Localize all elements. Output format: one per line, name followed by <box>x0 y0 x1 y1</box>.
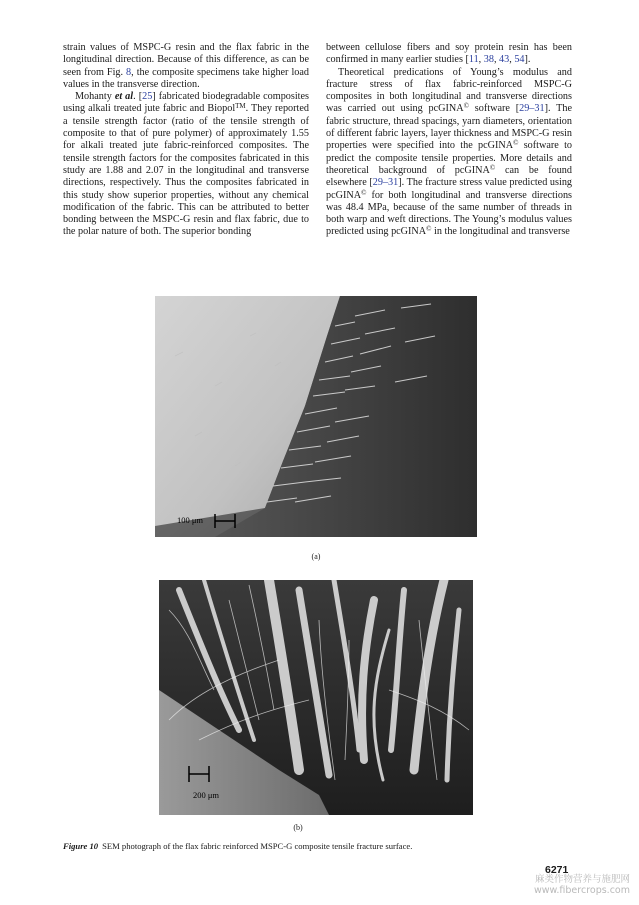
subfigure-label-a: (a) <box>311 552 321 561</box>
citation-link[interactable]: 54 <box>514 54 525 66</box>
right-paragraph-1: between cellulose fibers and soy protein resin has been confirmed in many earlier studies [11, 38, 43, 54]. <box>326 42 572 66</box>
citation-link[interactable]: 29–31 <box>519 103 545 115</box>
left-text-column <box>63 42 309 239</box>
page-number: 6271 <box>545 864 569 876</box>
right-text-column <box>326 42 572 239</box>
sem-image-a <box>155 296 477 537</box>
figure-caption: Figure 10 SEM photograph of the flax fabric reinforced MSPC-G composite tensile fracture surface. <box>63 841 413 851</box>
scale-label-a: 100 μm <box>177 515 204 525</box>
citation-link[interactable]: 11 <box>468 54 479 66</box>
scale-label-b: 200 μm <box>193 790 220 800</box>
sem-micrograph-a <box>155 296 477 537</box>
citation-link[interactable]: 25 <box>142 91 153 103</box>
citation-link[interactable]: 43 <box>499 54 510 66</box>
figure-link[interactable]: 8 <box>126 66 132 78</box>
watermark: 麻类作物营养与施肥网 www.fibercrops.com <box>533 874 630 896</box>
sem-image-b <box>159 580 473 815</box>
citation-link[interactable]: 38 <box>483 54 494 66</box>
sem-micrograph-b <box>159 580 473 815</box>
left-paragraph-2: Mohanty et al. [25] fabricated biodegradable composites using alkali treated jute fabric and Biopol™. They reported a tensile strength factor (ratio of the tensile strength of composite to that of pure polymer) of approximately 1.55 for alkali treated jute fabric-reinforced composites. The tensile strength factors for the composites fabricated in this study are 1.88 and 2.07 in the longitudinal and transverse directions, respectively. Thus the composites fabricated in this study show superior properties, without any chemical modification of the fabric. This can be attributed to better bonding between the MSPC-G resin and flax fabric, due to the polar nature of both. The superior bonding <box>63 91 309 238</box>
left-paragraph-1: strain values of MSPC-G resin and the flax fabric in the longitudinal direction. Because of this difference, as can be seen from Fig. 8, the composite specimens take higher load values in the transverse direction. <box>63 42 309 90</box>
subfigure-label-b: (b) <box>293 823 303 832</box>
right-paragraph-2: Theoretical predications of Young’s modulus and fracture stress of flax fabric-reinforced MSPC-G composites in both longitudinal and transverse directions was carried out using pcGINA© software [29–31]. The fabric structure, thread spacings, yarn diameters, orientation of different fabric layers, layer thickness and MSPC-G resin properties were specified into the pcGINA© software to predict the composite tensile properties. More details and theoretical background of pcGINA© can be found elsewhere [29–31]. The fracture stress value predicted using pcGINA© for both longitudinal and transverse directions was 48.4 MPa, because of the same number of threads in both warp and weft directions. The Young’s modulus values predicted using pcGINA© in the longitudinal and transverse <box>326 66 573 238</box>
citation-link[interactable]: 29–31 <box>372 177 399 189</box>
